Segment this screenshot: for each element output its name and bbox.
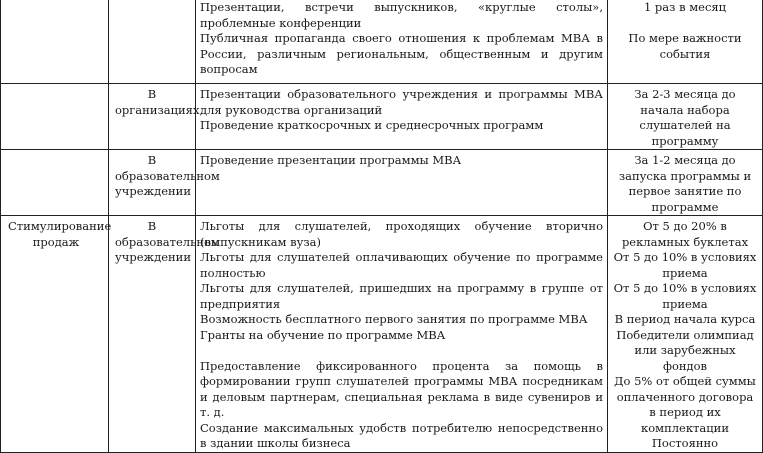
- action-item: Проведение презентации программы МВА: [200, 153, 462, 167]
- action-item: Льготы для слушателей, проходящих обучение вторично (выпускникам вуза): [200, 219, 603, 249]
- actions-cell: [196, 216, 608, 453]
- segment-cell: [1, 84, 109, 150]
- timing-item: 1 раз в месяц: [643, 0, 727, 14]
- timing-cell: [608, 150, 763, 216]
- action-item: Публичная пропаганда своего отношения к проблемам МВА в России, различным региональным, общественным и другим вопросам: [200, 31, 603, 76]
- place-cell: В образовательном учреждении: [109, 216, 196, 453]
- action-item: Презентации, встречи выпускников, «круглые столы», проблемные конференции: [200, 0, 603, 30]
- action-spacer: [200, 343, 603, 359]
- timing-cell: [608, 84, 763, 150]
- timing-item: За 1-2 месяца до запуска программы и первое занятие по программе: [618, 153, 752, 214]
- action-item: Гранты на обучение по программе МВА: [200, 327, 446, 342]
- action-item: Презентации образовательного учреждения и программы МВА для руководства организаций: [200, 87, 603, 117]
- timing-item: От 5 до 10% в условиях приема: [613, 250, 757, 280]
- actions-cell: [196, 0, 608, 84]
- actions-cell: [196, 84, 608, 150]
- action-item: Возможность бесплатного первого занятия по программе МВА: [200, 312, 588, 326]
- timing-item: До 5% от общей суммы оплаченного договора в период их комплектации: [614, 374, 756, 435]
- action-item: Предоставление фиксированного процента за помощь в формировании групп слушателей программы МВА посредникам и деловым партнерам, специальная реклама в виде сувениров и т. д.: [200, 358, 603, 419]
- timing-cell: [608, 216, 763, 453]
- timing-item: За 2-3 месяца до начала набора слушателей на программу: [634, 87, 736, 148]
- timing-item: От 5 до 10% в условиях приема: [613, 281, 757, 311]
- table-row: [1, 216, 763, 453]
- place-cell: [109, 0, 196, 84]
- table-row: [1, 0, 763, 84]
- segment-cell: Стимулирование продаж: [1, 216, 109, 453]
- timing-item: По мере важности события: [628, 31, 742, 61]
- table-row: [1, 84, 763, 150]
- timing-item: Победители олимпиад или зарубежных фондов: [616, 327, 754, 373]
- place-cell: В образовательном учреждении: [109, 150, 196, 216]
- table-row: [1, 150, 763, 216]
- timing-item: Постоянно: [651, 436, 719, 450]
- action-item: Создание максимальных удобств потребителю непосредственно в здании школы бизнеса: [200, 420, 603, 450]
- action-item: Проведение краткосрочных и среднесрочных программ: [200, 118, 544, 132]
- action-item: Льготы для слушателей оплачивающих обучение по программе полностью: [200, 250, 603, 280]
- timing-cell: [608, 0, 763, 84]
- timing-item: От 5 до 20% в рекламных буклетах: [621, 219, 749, 249]
- timing-item: В период начала курса: [614, 312, 756, 326]
- actions-cell: [196, 150, 608, 216]
- timing-spacer: [612, 16, 758, 32]
- place-cell: В организациях: [109, 84, 196, 150]
- segment-cell: [1, 0, 109, 84]
- segment-cell: [1, 150, 109, 216]
- action-item: Льготы для слушателей, пришедших на программу в группе от предприятия: [200, 281, 603, 311]
